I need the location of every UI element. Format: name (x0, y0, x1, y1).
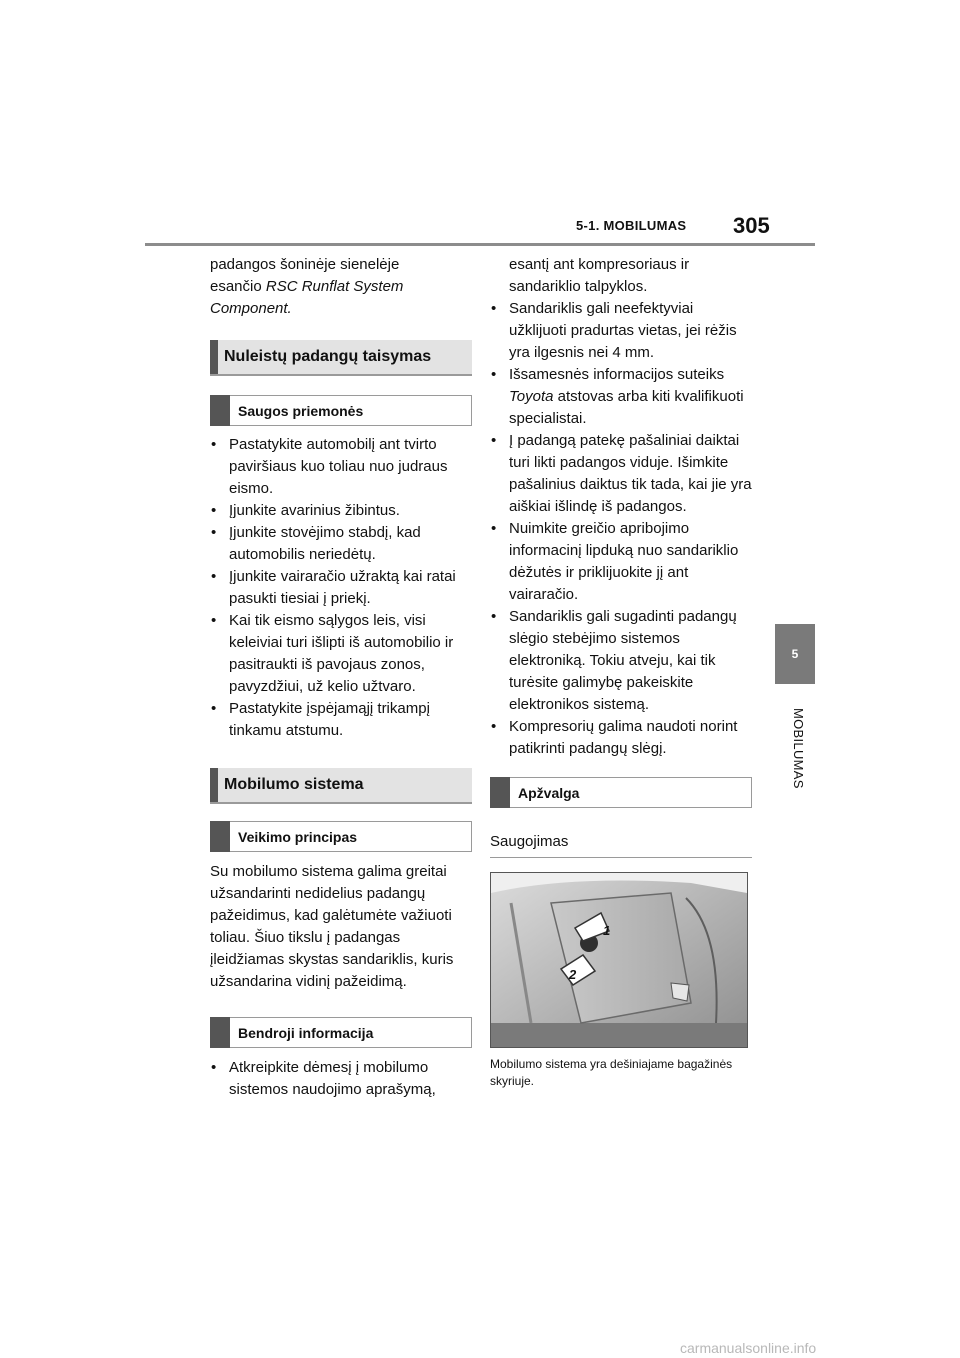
list-item: • Sandariklis gali sugadinti padangų slėgio stebėjimo sistemos elektroniką. Tokiu atveju, kai tik turėsite galimybę pakeiskite elektronikos sistemą. (490, 606, 752, 716)
list-item (490, 364, 752, 430)
subheading-text: Apžvalga (518, 784, 580, 801)
list-item: • Įjunkite vairaračio užraktą kai ratai pasukti tiesiai į priekį. (210, 566, 472, 610)
marker-2-label: 2 (569, 967, 577, 982)
list-item-text: Išsamesnės informacijos suteiks (509, 366, 725, 383)
continuation-text: esantį ant kompresoriaus ir sandariklio talpyklos. (509, 256, 690, 295)
list-item: • Sandariklis gali neefektyviai užklijuoti pradurtas vietas, jei rėžis yra ilgesnis nei 4 mm. (490, 298, 752, 364)
subheading-marker (210, 821, 230, 852)
heading-marker (210, 340, 218, 374)
heading-text: Mobilumo sistema (224, 776, 364, 793)
subheading-marker (490, 777, 510, 808)
watermark: carmanualsonline.info (680, 1340, 817, 1356)
intro-product-name: RSC Runflat System (265, 278, 404, 295)
subheading-text: Bendroji informacija (238, 1024, 374, 1041)
section-heading-mobility-system (210, 768, 472, 804)
list-item-text: atstovas arba kiti kvalifikuoti specialistai. (509, 388, 744, 427)
marker-1-label: 1 (603, 923, 611, 938)
subheading-marker (210, 395, 230, 426)
subheading-operating-principle (210, 821, 472, 852)
chapter-side-label: MOBILUMAS (791, 708, 806, 789)
chapter-tab: 5 (775, 624, 815, 684)
list-item: • Atkreipkite dėmesį į mobilumo sistemos naudojimo aprašymą, (210, 1057, 472, 1101)
right-column (490, 254, 752, 1090)
list-item: • Pastatykite automobilį ant tvirto paviršiaus kuo toliau nuo judraus eismo. (210, 434, 472, 500)
section-title: 5-1. MOBILUMAS (576, 218, 687, 233)
subheading-text: Saugos priemonės (238, 402, 364, 419)
trunk-illustration (491, 873, 747, 1047)
heading-text: Nuleistų padangų taisymas (224, 348, 432, 365)
safety-list (210, 434, 472, 742)
photo-caption: Mobilumo sistema yra dešiniajame bagažinės skyriuje. (490, 1057, 733, 1088)
subheading-general-info (210, 1017, 472, 1048)
list-item: • Nuimkite greičio apribojimo informacinį lipduką nuo sandariklio dėžutės ir priklijuokite jį ant vairaračio. (490, 518, 752, 606)
trunk-compartment-photo (490, 872, 748, 1048)
list-item: • Kai tik eismo sąlygos leis, visi keleiviai turi išlipti iš automobilio ir pasitraukti iš pavojaus zonos, pavyzdžiui, už kelio užtvaro. (210, 610, 472, 698)
subheading-marker (210, 1017, 230, 1048)
left-column (210, 254, 472, 1101)
section-heading-flat-tire-repair (210, 340, 472, 376)
list-item: • Kompresorių galima naudoti norint patikrinti padangų slėgį. (490, 716, 752, 760)
list-item: • Įjunkite avarinius žibintus. (210, 500, 472, 522)
intro-text (210, 254, 472, 320)
brand-name: Toyota (509, 388, 554, 405)
subheading-safety (210, 395, 472, 426)
page-number: 305 (733, 213, 770, 238)
info-list (490, 298, 752, 760)
storage-label: Saugojimas (490, 820, 752, 858)
intro-line-2: esančio (210, 278, 266, 295)
subheading-text: Veikimo principas (238, 828, 358, 845)
general-list (210, 1057, 472, 1101)
header-rule (145, 243, 815, 246)
list-item: • Įjunkite stovėjimo stabdį, kad automobilis neriedėtų. (210, 522, 472, 566)
subheading-overview (490, 777, 752, 808)
intro-product-name-cont: Component. (210, 300, 292, 317)
principle-paragraph: Su mobilumo sistema galima greitai užsandarinti nedidelius padangų pažeidimus, kad galėtumėte važiuoti toliau. Šiuo tikslu į padangas įleidžiamas skystas sandariklis, kuris užsandarina vidinį pažeidimą. (210, 863, 454, 990)
heading-marker (210, 768, 218, 802)
intro-line-1: padangos šoninėje sienelėje (210, 256, 400, 273)
list-item: • Pastatykite įspėjamąjį trikampį tinkamu atstumu. (210, 698, 472, 742)
list-item: • Į padangą patekę pašaliniai daiktai turi likti padangos viduje. Išimkite pašalinius daiktus tik tada, kai jie yra aiškiai išlindę iš padangos. (490, 430, 752, 518)
